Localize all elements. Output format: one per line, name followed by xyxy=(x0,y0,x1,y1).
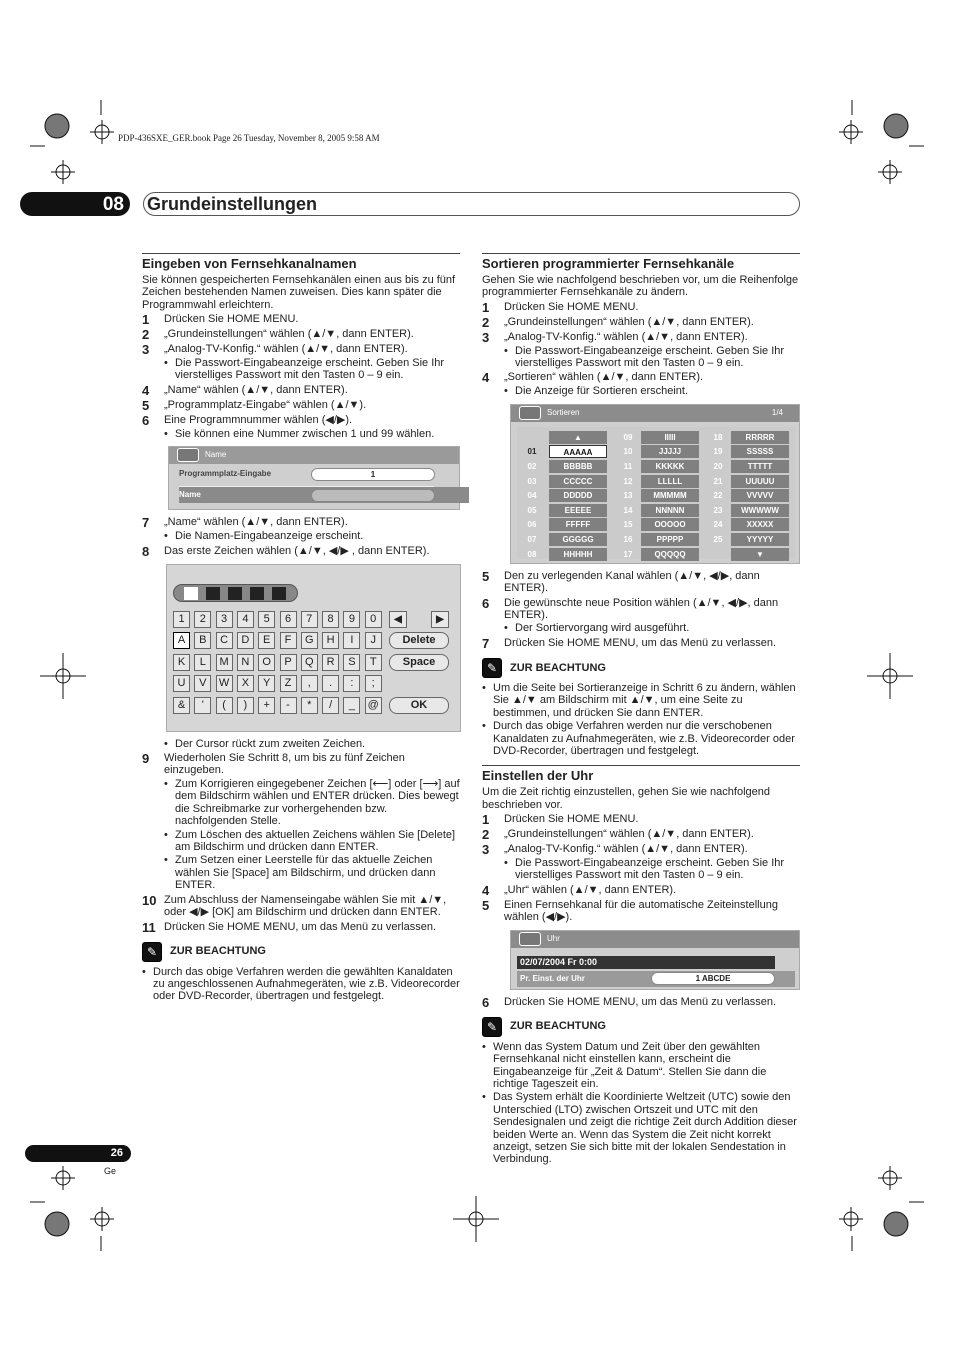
bullet: • Die Anzeige für Sortieren erscheint. xyxy=(504,385,689,398)
step-number: 9 xyxy=(142,751,150,767)
bullet-text: Um die Seite bei Sortieranzeige in Schritt 6 zu ändern, wählen Sie ▲/▼ am Bildschirm mit ▲/▼, um eine Seite zu bestimmen, und drücken Sie dann ENTER. xyxy=(493,681,796,719)
step xyxy=(482,637,800,650)
step-number: 8 xyxy=(142,543,150,559)
key[interactable]: 3 xyxy=(216,611,233,628)
key[interactable]: . xyxy=(322,675,339,692)
row-label: Name xyxy=(179,490,201,500)
bullet: • Durch das obige Verfahren werden die gewählten Kanaldaten zu angeschlossenen Aufnahmegeräten, wie z.B. Videorecorder oder DVD-Recorder, übertragen und festgelegt. xyxy=(142,965,460,1003)
step-text: Zum Abschluss der Namenseingabe wählen Sie mit ▲/▼, oder ◀/▶ [OK] am Bildschirm und drücken dann ENTER. xyxy=(164,893,447,919)
note-pencil-icon: ✎ xyxy=(142,942,162,962)
chapter-number: 08 xyxy=(20,192,130,216)
step-number: 10 xyxy=(142,892,157,908)
key[interactable]: & xyxy=(173,697,190,714)
name-input-screen xyxy=(166,564,461,732)
sort-position-number: 25 xyxy=(713,534,723,544)
key[interactable]: ( xyxy=(216,697,233,714)
key[interactable]: S xyxy=(343,654,360,671)
sort-channel-entry[interactable]: HHHHH xyxy=(549,548,607,561)
date-time-display: 02/07/2004 Fr 0:00 xyxy=(517,956,775,969)
sort-position-number: 19 xyxy=(713,447,723,457)
step-text: Drücken Sie HOME MENU. xyxy=(164,312,299,325)
step-text: Drücken Sie HOME MENU. xyxy=(504,812,639,825)
key[interactable]: 7 xyxy=(301,611,318,628)
step-text: „Grundeinstellungen“ wählen (▲/▼, dann ENTER). xyxy=(504,315,754,328)
clock-channel-field[interactable]: 1 ABCDE xyxy=(651,972,775,985)
step-number: 3 xyxy=(482,841,490,857)
book-info-line: PDP-436SXE_GER.book Page 26 Tuesday, November 8, 2005 9:58 AM xyxy=(118,133,380,143)
key[interactable]: O xyxy=(258,654,275,671)
key[interactable]: E xyxy=(258,632,275,649)
screen-header: Sortieren xyxy=(547,407,580,417)
key[interactable]: , xyxy=(301,675,318,692)
sort-position-number xyxy=(517,431,547,444)
key[interactable]: G xyxy=(301,632,318,649)
intro-text: Um die Zeit richtig einzustellen, gehen Sie wie nachfolgend beschrieben vor. xyxy=(482,786,770,811)
sort-position-number: 01 xyxy=(527,447,537,457)
bullet-text: Durch das obige Verfahren werden nur die verschobenen Kanaldaten zu Aufnahmegeräten, wie z.B. Videorecorder oder DVD-Recorder, übertragen und festgelegt. xyxy=(493,720,795,758)
note-heading: ✎ ZUR BEACHTUNG xyxy=(142,942,460,962)
sort-position-number xyxy=(703,548,733,561)
sort-channel-entry[interactable]: IIIII xyxy=(641,431,699,444)
key[interactable]: 1 xyxy=(173,611,190,628)
ok-button[interactable]: OK xyxy=(389,697,449,714)
step xyxy=(482,597,800,622)
sort-channel-entry[interactable]: ▲ xyxy=(549,431,607,444)
bullet: • Die Passwort-Eingabeanzeige erscheint. Geben Sie Ihr vierstelliges Passwort mit den Tasten 0 – 9 ein. xyxy=(504,857,800,882)
sort-position-number: 22 xyxy=(713,491,723,501)
step-number: 7 xyxy=(142,515,150,531)
left-column xyxy=(142,253,460,1004)
bullet: • Zum Setzen einer Leerstelle für das aktuelle Zeichen wählen Sie [Space] am Bildschirm, und drücken dann ENTER. xyxy=(164,854,460,891)
space-button[interactable]: Space xyxy=(389,654,449,671)
step xyxy=(142,921,460,934)
sort-channel-entry[interactable]: ▼ xyxy=(731,548,789,561)
bullet: • Der Sortiervorgang wird ausgeführt. xyxy=(504,622,690,635)
intro-text: Gehen Sie wie nachfolgend beschrieben vor, um die Reihenfolge programmierter Fernsehkanäle zu ändern. xyxy=(482,273,799,299)
sort-position-number: 02 xyxy=(527,461,537,471)
bullet: • Die Passwort-Eingabeanzeige erscheint. Geben Sie Ihr vierstelliges Passwort mit den Tasten 0 – 9 ein. xyxy=(164,357,460,382)
step xyxy=(482,371,800,384)
sort-channel-entry[interactable]: WWWWW xyxy=(731,504,789,517)
sort-position-number: 08 xyxy=(527,549,537,559)
sort-position-number: 16 xyxy=(623,534,633,544)
screen-header: Uhr xyxy=(547,933,560,943)
bullet-text: Die Passwort-Eingabeanzeige erscheint. Geben Sie Ihr vierstelliges Passwort mit den Tasten 0 – 9 ein. xyxy=(515,344,785,369)
step-number: 1 xyxy=(482,811,490,827)
step-number: 2 xyxy=(142,326,150,342)
tv-icon xyxy=(519,932,541,946)
step xyxy=(142,752,460,777)
step-text: „Analog-TV-Konfig.“ wählen (▲/▼, dann ENTER). xyxy=(164,342,408,355)
key[interactable]: 6 xyxy=(280,611,297,628)
note-pencil-icon: ✎ xyxy=(482,658,502,678)
page-number: 26 xyxy=(25,1145,131,1162)
step xyxy=(142,516,460,529)
bullet: • Die Passwort-Eingabeanzeige erscheint. Geben Sie Ihr vierstelliges Passwort mit den Tasten 0 – 9 ein. xyxy=(504,345,800,370)
step-number: 2 xyxy=(482,314,490,330)
bullet: • Um die Seite bei Sortieranzeige in Schritt 6 zu ändern, wählen Sie ▲/▼ am Bildschirm mit ▲/▼, um eine Seite zu bestimmen, und drücken Sie dann ENTER. xyxy=(482,682,800,719)
key[interactable]: ' xyxy=(194,697,211,714)
step-text: „Grundeinstellungen“ wählen (▲/▼, dann ENTER). xyxy=(504,827,754,840)
bullet: • Durch das obige Verfahren werden nur die verschobenen Kanaldaten zu Aufnahmegeräten, wie z.B. Videorecorder oder DVD-Recorder, übertragen und festgelegt. xyxy=(482,720,800,757)
sort-channel-entry[interactable]: TTTTT xyxy=(731,460,789,473)
clock-screen xyxy=(510,930,800,990)
section-title: Sortieren programmierter Fernsehkanäle xyxy=(482,256,735,271)
key[interactable]: 5 xyxy=(258,611,275,628)
step-text: Drücken Sie HOME MENU, um das Menü zu verlassen. xyxy=(504,995,777,1008)
key[interactable]: X xyxy=(237,675,254,692)
bullet: • Die Namen-Eingabeanzeige erscheint. xyxy=(164,530,364,543)
step xyxy=(482,301,800,314)
key[interactable]: T xyxy=(365,654,382,671)
sort-channel-entry[interactable]: XXXXX xyxy=(731,518,789,531)
sort-channel-entry[interactable]: MMMMM xyxy=(641,489,699,502)
section-title: Einstellen der Uhr xyxy=(482,768,594,784)
bullet: • Sie können eine Nummer zwischen 1 und 99 wählen. xyxy=(164,427,435,440)
sort-position-number: 12 xyxy=(623,476,633,486)
intro-text: Sie können gespeicherten Fernsehkanälen einen aus bis zu fünf Zeichen bestehenden Namen zuweisen. Dies kann später die Programmwahl erleichtern. xyxy=(142,273,456,311)
key[interactable]: 2 xyxy=(194,611,211,628)
step xyxy=(142,384,460,397)
key[interactable]: J xyxy=(365,632,382,649)
sort-channel-entry[interactable]: QQQQQ xyxy=(641,548,699,561)
step-number: 5 xyxy=(482,897,490,913)
bullet-text: Die Namen-Eingabeanzeige erscheint. xyxy=(175,530,364,543)
step-text: Die gewünschte neue Position wählen (▲/▼, ◀/▶, dann ENTER). xyxy=(504,596,779,622)
step-number: 1 xyxy=(482,299,490,315)
bullet-text: Sie können eine Nummer zwischen 1 und 99 wählen. xyxy=(175,427,435,440)
key[interactable]: 0 xyxy=(365,611,382,628)
bullet-text: Zum Löschen des aktuellen Zeichens wählen Sie [Delete] am Bildschirm und drücken dann ENTER. xyxy=(175,828,456,854)
sort-channel-entry[interactable]: DDDDD xyxy=(549,489,607,502)
step xyxy=(482,899,800,924)
key[interactable]: F xyxy=(280,632,297,649)
key[interactable]: A xyxy=(173,632,190,649)
step xyxy=(482,316,800,329)
step-text: Einen Fernsehkanal für die automatische Zeiteinstellung wählen (◀/▶). xyxy=(504,898,778,924)
step-number: 6 xyxy=(482,994,490,1010)
step-number: 4 xyxy=(142,382,150,398)
chapter-title: Grundeinstellungen xyxy=(143,192,800,216)
step-number: 4 xyxy=(482,370,490,386)
step xyxy=(482,813,800,826)
step-text: Drücken Sie HOME MENU, um das Menü zu verlassen. xyxy=(504,636,777,649)
section-title: Eingeben von Fernsehkanalnamen xyxy=(142,256,357,271)
step-number: 1 xyxy=(142,311,150,327)
sort-position-number: 09 xyxy=(623,432,633,442)
sort-channel-entry[interactable]: RRRRR xyxy=(731,431,789,444)
step-number: 4 xyxy=(482,882,490,898)
tv-icon xyxy=(177,448,199,462)
sort-position-number: 15 xyxy=(623,520,633,530)
key[interactable]: Z xyxy=(280,675,297,692)
key[interactable]: 8 xyxy=(322,611,339,628)
key[interactable]: W xyxy=(216,675,233,692)
tv-icon xyxy=(519,406,541,420)
bullet: • Zum Korrigieren eingegebener Zeichen [⟵] oder [⟶] auf dem Bildschirm wählen und ENTER drücken. Dies bewegt die Schreibmarke zur vorhergehenden bzw. nachfolgenden Stelle. xyxy=(164,777,460,828)
sort-channel-entry[interactable]: VVVVV xyxy=(731,489,789,502)
step-text: „Analog-TV-Konfig.“ wählen (▲/▼, dann ENTER). xyxy=(504,842,748,855)
step xyxy=(142,414,460,427)
delete-button[interactable]: Delete xyxy=(389,632,449,649)
right-column xyxy=(482,253,800,1167)
sort-channel-entry[interactable]: SSSSS xyxy=(731,445,789,458)
bullet-text: Wenn das System Datum und Zeit über den gewählten Fernsehkanal nicht einstellen kann, erscheint die Eingabeanzeige für „Zeit & Datum“. Stellen Sie dann die richtige Tageszeit ein. xyxy=(493,1040,767,1090)
sort-channel-entry[interactable]: UUUUU xyxy=(731,475,789,488)
key[interactable]: / xyxy=(322,697,339,714)
bullet-text: Durch das obige Verfahren werden die gewählten Kanaldaten zu angeschlossenen Aufnahmegeräten, wie z.B. Videorecorder oder DVD-Recorder, übertragen und festgelegt. xyxy=(153,965,460,1003)
language-code: Ge xyxy=(104,1166,117,1176)
sort-channel-entry[interactable]: BBBBB xyxy=(549,460,607,473)
key[interactable]: 9 xyxy=(343,611,360,628)
step xyxy=(482,828,800,841)
sort-position-number: 14 xyxy=(623,505,633,515)
step-text: Das erste Zeichen wählen (▲/▼, ◀/▶ , dann ENTER). xyxy=(164,544,430,557)
channel-number-field[interactable]: 1 xyxy=(311,468,435,481)
key[interactable]: + xyxy=(258,697,275,714)
key[interactable]: - xyxy=(280,697,297,714)
key[interactable]: ) xyxy=(237,697,254,714)
sort-channel-entry[interactable]: NNNNN xyxy=(641,504,699,517)
bullet-text: Die Passwort-Eingabeanzeige erscheint. Geben Sie Ihr vierstelliges Passwort mit den Tasten 0 – 9 ein. xyxy=(515,856,785,882)
sort-channel-entry[interactable]: EEEEE xyxy=(549,504,607,517)
note-heading: ✎ ZUR BEACHTUNG xyxy=(482,658,800,678)
cursor-right-button[interactable]: ▶ xyxy=(431,611,449,628)
sort-position-number: 11 xyxy=(623,461,633,471)
sort-grid xyxy=(517,427,795,559)
bullet-text: Der Sortiervorgang wird ausgeführt. xyxy=(515,622,690,635)
step xyxy=(142,894,460,919)
cursor-left-button[interactable]: ◀ xyxy=(389,611,407,628)
sort-position-number: 04 xyxy=(527,491,537,501)
step-number: 3 xyxy=(142,341,150,357)
step-number: 11 xyxy=(142,919,156,935)
sort-channel-entry[interactable]: JJJJJ xyxy=(641,445,699,458)
step xyxy=(142,328,460,341)
step-number: 6 xyxy=(482,595,490,611)
key[interactable]: R xyxy=(322,654,339,671)
key[interactable]: H xyxy=(322,632,339,649)
sort-position-number: 10 xyxy=(623,447,633,457)
bullet-text: Zum Setzen einer Leerstelle für das aktuelle Zeichen wählen Sie [Space] am Bildschirm, und drücken dann ENTER. xyxy=(175,854,436,892)
key[interactable]: ; xyxy=(365,675,382,692)
step-number: 7 xyxy=(482,635,490,651)
sort-position-number: 05 xyxy=(527,505,537,515)
sort-position-number: 07 xyxy=(527,534,537,544)
step-text: Wiederholen Sie Schritt 8, um bis zu fünf Zeichen einzugeben. xyxy=(164,752,405,777)
sort-position-number: 06 xyxy=(527,520,537,530)
step-text: „Programmplatz-Eingabe“ wählen (▲/▼). xyxy=(164,398,367,411)
bullet: • Zum Löschen des aktuellen Zeichens wählen Sie [Delete] am Bildschirm und drücken dann ENTER. xyxy=(164,829,460,854)
key[interactable]: K xyxy=(173,654,190,671)
sort-channel-entry[interactable]: AAAAA xyxy=(549,445,607,458)
key[interactable]: L xyxy=(194,654,211,671)
sort-position-number: 03 xyxy=(527,476,537,486)
bullet-text: Der Cursor rückt zum zweiten Zeichen. xyxy=(175,737,366,750)
step-text: Drücken Sie HOME MENU. xyxy=(504,300,639,313)
key[interactable]: @ xyxy=(365,697,382,714)
bullet-text: Das System erhält die Koordinierte Weltzeit (UTC) sowie den Unterschied (LTO) zwischen Ortszeit und UTC mit den Sendesignalen und zeigt die richtige Zeit durch Addition dieser beiden Werte an. Wenn das System die Zeit nicht korrekt anzeigt, setzen Sie sich bitte mit der lokalen Sendestation in Verbindung. xyxy=(493,1091,797,1166)
step-number: 5 xyxy=(482,568,490,584)
bullet-text: Die Anzeige für Sortieren erscheint. xyxy=(515,385,689,398)
step xyxy=(482,331,800,344)
key[interactable]: D xyxy=(237,632,254,649)
sort-channel-entry[interactable]: OOOOO xyxy=(641,518,699,531)
sort-position-number: 17 xyxy=(623,549,633,559)
key[interactable]: 4 xyxy=(237,611,254,628)
screen-header: Name xyxy=(205,450,227,460)
sort-channel-entry[interactable]: PPPPP xyxy=(641,533,699,546)
step-text: „Grundeinstellungen“ wählen (▲/▼, dann ENTER). xyxy=(164,327,414,340)
sort-channel-entry[interactable]: YYYYY xyxy=(731,533,789,546)
key[interactable]: _ xyxy=(343,697,360,714)
name-screen xyxy=(168,446,460,510)
step-number: 2 xyxy=(482,826,490,842)
step-text: „Name“ wählen (▲/▼, dann ENTER). xyxy=(164,383,348,396)
bullet: • Der Cursor rückt zum zweiten Zeichen. xyxy=(164,737,366,750)
step-number: 6 xyxy=(142,412,150,428)
step-text: Drücken Sie HOME MENU, um das Menü zu verlassen. xyxy=(164,920,437,933)
key[interactable]: N xyxy=(237,654,254,671)
key[interactable]: U xyxy=(173,675,190,692)
step-text: „Analog-TV-Konfig.“ wählen (▲/▼, dann ENTER). xyxy=(504,330,748,343)
step-text: Den zu verlegenden Kanal wählen (▲/▼, ◀/▶, dann ENTER). xyxy=(504,569,760,595)
page-indicator: 1/4 xyxy=(771,407,783,417)
sort-position-number: 13 xyxy=(623,491,633,501)
sort-channel-entry[interactable]: FFFFF xyxy=(549,518,607,531)
key[interactable]: : xyxy=(343,675,360,692)
sort-channel-entry[interactable]: GGGGG xyxy=(549,533,607,546)
note-pencil-icon: ✎ xyxy=(482,1017,502,1037)
bullet-text: Die Passwort-Eingabeanzeige erscheint. Geben Sie Ihr vierstelliges Passwort mit den Tasten 0 – 9 ein. xyxy=(175,356,445,382)
step-text: Eine Programmnummer wählen (◀/▶). xyxy=(164,413,353,426)
sort-position-number: 24 xyxy=(713,520,723,530)
key[interactable]: M xyxy=(216,654,233,671)
bullet-text: Zum Korrigieren eingegebener Zeichen [⟵] oder [⟶] auf dem Bildschirm wählen und ENTER drücken. Dies bewegt die Schreibmarke zur vorhergehenden bzw. nachfolgenden Stelle. xyxy=(175,777,460,828)
step xyxy=(482,843,800,856)
step-text: „Name“ wählen (▲/▼, dann ENTER). xyxy=(164,516,348,529)
sort-position-number: 18 xyxy=(713,432,723,442)
sort-position-number: 20 xyxy=(713,461,723,471)
name-field[interactable] xyxy=(311,489,435,502)
key[interactable]: * xyxy=(301,697,318,714)
key[interactable]: Q xyxy=(301,654,318,671)
bullet: • Das System erhält die Koordinierte Weltzeit (UTC) sowie den Unterschied (LTO) zwischen Ortszeit und UTC mit den Sendesignalen und zeigt die richtige Zeit durch Addition dieser beiden Werte an. Wenn das System die Zeit nicht korrekt anzeigt, setzen Sie sich bitte mit der lokalen Sendestation in Verbindung. xyxy=(482,1091,800,1166)
step-number: 3 xyxy=(482,329,490,345)
key[interactable]: V xyxy=(194,675,211,692)
key[interactable]: C xyxy=(216,632,233,649)
note-heading: ✎ ZUR BEACHTUNG xyxy=(482,1017,800,1037)
row-label: Programmplatz-Eingabe xyxy=(179,469,272,479)
step xyxy=(482,996,800,1009)
step xyxy=(142,399,460,412)
key[interactable]: Y xyxy=(258,675,275,692)
step-number: 5 xyxy=(142,397,150,413)
step xyxy=(142,545,460,558)
sort-channel-entry[interactable]: CCCCC xyxy=(549,475,607,488)
step xyxy=(142,313,460,326)
step xyxy=(482,570,800,595)
sort-screen xyxy=(510,404,800,564)
key[interactable]: P xyxy=(280,654,297,671)
bullet: • Wenn das System Datum und Zeit über den gewählten Fernsehkanal nicht einstellen kann, erscheint die Eingabeanzeige für „Zeit & Datum“. Stellen Sie dann die richtige Tageszeit ein. xyxy=(482,1041,800,1091)
sort-position-number: 23 xyxy=(713,505,723,515)
key[interactable]: B xyxy=(194,632,211,649)
sort-position-number: 21 xyxy=(713,476,723,486)
key[interactable]: I xyxy=(343,632,360,649)
row-label: Pr. Einst. der Uhr xyxy=(520,973,585,983)
sort-channel-entry[interactable]: LLLLL xyxy=(641,475,699,488)
step xyxy=(482,884,800,897)
step xyxy=(142,343,460,356)
sort-channel-entry[interactable]: KKKKK xyxy=(641,460,699,473)
step-text: „Uhr“ wählen (▲/▼, dann ENTER). xyxy=(504,883,677,896)
step-text: „Sortieren“ wählen (▲/▼, dann ENTER). xyxy=(504,371,704,384)
